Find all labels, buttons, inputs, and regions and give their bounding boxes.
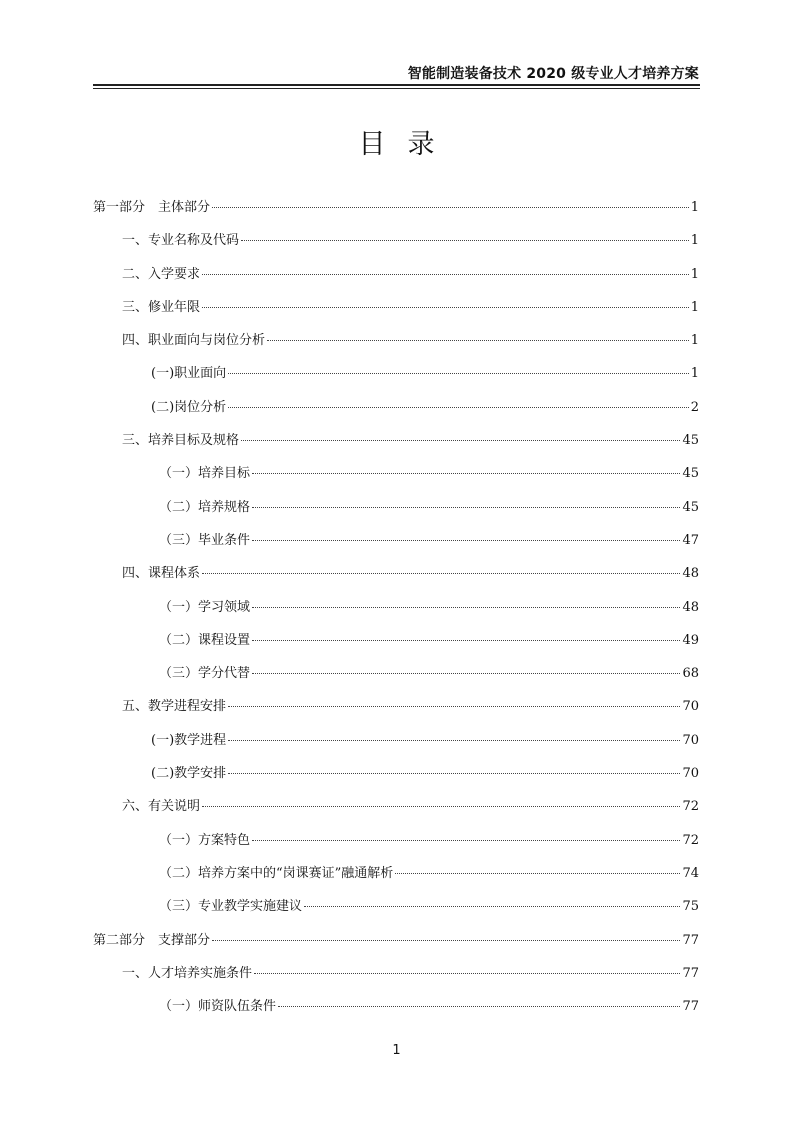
- toc-leader: [252, 606, 680, 608]
- toc-leader: [212, 206, 689, 208]
- toc-entry[interactable]: [93, 829, 699, 862]
- toc-entry[interactable]: [93, 662, 699, 695]
- toc-entry[interactable]: [93, 962, 699, 995]
- toc-entry-page: 1: [690, 333, 699, 349]
- page-title: 目录: [358, 129, 457, 160]
- page-number: 1: [392, 1043, 401, 1058]
- toc-entry-page: 47: [682, 532, 699, 548]
- toc-entry[interactable]: [93, 263, 699, 296]
- toc-entry-label: 一、人才培养实施条件: [122, 965, 253, 981]
- toc-leader: [252, 839, 680, 841]
- toc-entry-label: (一)教学进程: [151, 732, 227, 748]
- toc-entry-page: 70: [682, 766, 699, 782]
- toc-entry-page: 72: [682, 799, 699, 815]
- toc-entry-page: 45: [682, 499, 699, 515]
- toc-leader: [252, 506, 680, 508]
- toc-leader: [228, 772, 680, 774]
- toc-entry[interactable]: [93, 329, 699, 362]
- toc-entry-page: 77: [682, 999, 699, 1015]
- toc-entry-page: 1: [690, 233, 699, 249]
- toc-entry-page: 2: [690, 399, 699, 415]
- toc-leader: [241, 439, 680, 441]
- toc-entry[interactable]: [93, 596, 699, 629]
- toc-entry-label: （一）学习领域: [159, 599, 251, 615]
- toc-entry-page: 49: [682, 632, 699, 648]
- toc-entry-page: 45: [682, 466, 699, 482]
- toc-entry[interactable]: [93, 629, 699, 662]
- table-of-contents: [93, 196, 699, 1028]
- toc-leader: [254, 972, 680, 974]
- toc-entry-label: (一)职业面向: [151, 366, 227, 382]
- toc-entry-page: 45: [682, 433, 699, 449]
- toc-entry-label: （三）毕业条件: [159, 532, 251, 548]
- toc-leader: [202, 805, 680, 807]
- toc-entry-label: (二)岗位分析: [151, 399, 227, 415]
- toc-entry[interactable]: [93, 695, 699, 728]
- toc-entry-label: 一、专业名称及代码: [122, 233, 240, 249]
- toc-entry-label: （二）培养规格: [159, 499, 251, 515]
- toc-entry[interactable]: [93, 895, 699, 928]
- toc-leader: [252, 539, 680, 541]
- toc-entry-label: （二）培养方案中的“岗课赛证”融通解析: [159, 865, 394, 881]
- toc-entry[interactable]: [93, 529, 699, 562]
- toc-leader: [228, 372, 689, 374]
- toc-entry[interactable]: [93, 396, 699, 429]
- toc-entry-page: 48: [682, 566, 699, 582]
- toc-entry-label: （一）师资队伍条件: [159, 999, 277, 1015]
- toc-entry-page: 1: [690, 266, 699, 282]
- toc-leader: [228, 406, 689, 408]
- toc-entry-label: 二、入学要求: [122, 266, 201, 282]
- header-rule-thin: [93, 88, 700, 89]
- toc-leader: [395, 872, 680, 874]
- toc-entry-page: 74: [682, 865, 699, 881]
- toc-leader: [212, 939, 680, 941]
- toc-leader: [267, 339, 689, 341]
- toc-entry[interactable]: [93, 995, 699, 1028]
- toc-entry-page: 70: [682, 732, 699, 748]
- toc-leader: [228, 739, 680, 741]
- toc-entry[interactable]: [93, 762, 699, 795]
- toc-entry[interactable]: [93, 729, 699, 762]
- toc-entry-label: （三）学分代替: [159, 666, 251, 682]
- toc-leader: [252, 472, 680, 474]
- toc-entry-label: 六、有关说明: [122, 799, 201, 815]
- toc-entry-label: 五、教学进程安排: [122, 699, 227, 715]
- toc-leader: [278, 1005, 680, 1007]
- toc-entry-label: （三）专业教学实施建议: [159, 899, 303, 915]
- toc-entry-page: 48: [682, 599, 699, 615]
- toc-entry-label: 四、课程体系: [122, 566, 201, 582]
- toc-entry-page: 70: [682, 699, 699, 715]
- toc-entry-label: 四、职业面向与岗位分析: [122, 333, 266, 349]
- toc-entry-page: 77: [682, 965, 699, 981]
- toc-entry[interactable]: [93, 795, 699, 828]
- toc-leader: [202, 273, 689, 275]
- header-rule-thick: [93, 84, 700, 86]
- toc-entry-page: 72: [682, 832, 699, 848]
- toc-entry[interactable]: [93, 929, 699, 962]
- toc-leader: [202, 306, 689, 308]
- toc-entry-page: 1: [690, 200, 699, 215]
- toc-entry[interactable]: [93, 496, 699, 529]
- toc-entry[interactable]: [93, 196, 699, 229]
- toc-leader: [241, 239, 689, 241]
- toc-entry[interactable]: [93, 862, 699, 895]
- toc-entry[interactable]: [93, 229, 699, 262]
- toc-entry-page: 77: [682, 932, 699, 948]
- toc-entry-label: （二）课程设置: [159, 632, 251, 648]
- toc-entry[interactable]: [93, 362, 699, 395]
- toc-entry-label: （一）培养目标: [159, 466, 251, 482]
- toc-entry-page: 1: [690, 299, 699, 315]
- toc-entry[interactable]: [93, 296, 699, 329]
- toc-entry-page: 75: [682, 899, 699, 915]
- toc-entry-page: 1: [690, 366, 699, 382]
- toc-leader: [252, 672, 680, 674]
- toc-entry-label: 第二部分 支撑部分: [93, 932, 211, 948]
- toc-entry-label: (二)教学安排: [151, 766, 227, 782]
- toc-entry[interactable]: [93, 429, 699, 462]
- toc-entry-label: 三、培养目标及规格: [122, 433, 240, 449]
- toc-entry-label: 三、修业年限: [122, 299, 201, 315]
- toc-entry-page: 68: [682, 666, 699, 682]
- toc-leader: [252, 639, 680, 641]
- toc-entry-label: 第一部分 主体部分: [93, 200, 211, 215]
- toc-leader: [228, 705, 680, 707]
- toc-leader: [202, 572, 680, 574]
- toc-entry-label: （一）方案特色: [159, 832, 251, 848]
- toc-leader: [304, 905, 680, 907]
- running-header: 智能制造装备技术 2020 级专业人才培养方案: [407, 66, 699, 82]
- toc-entry[interactable]: [93, 462, 699, 495]
- toc-entry[interactable]: [93, 562, 699, 595]
